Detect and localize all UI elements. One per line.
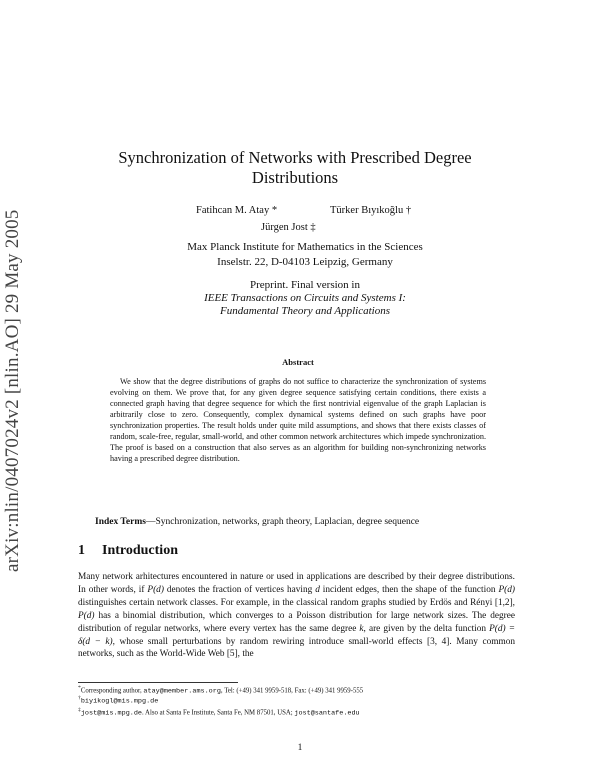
email-link[interactable]: jost@santafe.edu	[294, 709, 360, 718]
footnote-3: ‡jost@mis.mpg.de. Also at Santa Fe Institute, Santa Fe, NM 87501, USA; jost@santafe.edu	[78, 707, 360, 718]
footnote-1: *Corresponding author, atay@member.ams.org, Tel: (+49) 341 9959-518, Fax: (+49) 341 9959-555	[78, 685, 364, 696]
email-link[interactable]: atay@member.ams.org	[143, 687, 221, 696]
email-link[interactable]: biyikogl@mis.mpg.de	[80, 697, 159, 706]
abstract-text: We show that the degree distributions of graphs do not suffice to characterize the synchronization of systems evolving on them. We prove that, for any given degree sequence satisfying certain conditions, there exists a connected graph having that degree sequence for which the first nontrivial eigenvalue of the graph Laplacian is arbitrarily close to zero. Consequently, complex dynamical systems defined on such graphs have poor synchronization properties. The result holds under quite mild assumptions, and shows that there exists classes of random, scale-free, regular, small-world, and other common network architectures which impede synchronization. The proof is based on a construction that also serves as an algorithm for building non-synchronizing networks having a prescribed degree distribution.	[110, 377, 486, 463]
preprint-line: Preprint. Final version in	[250, 279, 360, 291]
author-biyikoglu: Türker Bıyıkoğlu †	[330, 205, 412, 216]
email-link[interactable]: jost@mis.mpg.de	[80, 709, 143, 718]
abstract-heading: Abstract	[282, 357, 314, 367]
journal-name: IEEE Transactions on Circuits and Systems I:	[204, 292, 406, 304]
section-heading	[78, 543, 178, 559]
index-terms-text: —Synchronization, networks, graph theory, Laplacian, degree sequence	[145, 517, 420, 527]
journal-subtitle: Fundamental Theory and Applications	[220, 305, 390, 317]
page-number: 1	[297, 743, 303, 753]
math: k	[359, 623, 364, 634]
footnote-2: †biyikogl@mis.mpg.de	[78, 695, 159, 706]
math: d	[315, 584, 320, 595]
math: P(d)	[78, 610, 95, 621]
math: P(d)	[498, 584, 516, 595]
paper-title: Synchronization of Networks with Prescribed Degree Distributions	[118, 148, 472, 187]
arxiv-identifier: arXiv:nlin/0407024v2 [nlin.AO] 29 May 2005	[2, 209, 23, 572]
author-atay: Fatihcan M. Atay *	[196, 205, 278, 216]
index-terms-label: Index Terms	[95, 517, 146, 527]
institution-address: Inselstr. 22, D-04103 Leipzig, Germany	[217, 256, 393, 268]
math: P(d) = δ(d − k)	[78, 623, 515, 647]
institution-name: Max Planck Institute for Mathematics in the Sciences	[187, 241, 423, 253]
section-number: 1	[78, 543, 85, 558]
intro-paragraph: Many network arhitectures encountered in nature or used in applications are described by their degree distributions. In other words, if P(d) denotes the fraction of vertices having d incident edges, then the shape of the function P(d) distinguishes certain network classes. For example, in the classical random graphs studied by Erdös and Rényi [1,2], P(d) has a binomial distribution, which converges to a Poisson distribution for large network sizes. The degree distribution of regular networks, where every vertex has the same degree k, are given by the delta function P(d) = δ(d − k), whose small perturbations by random rewiring introduce small-world effects [3, 4]. Many common networks, such as the World-Wide Web [5], the	[78, 572, 516, 660]
math: P(d)	[147, 584, 164, 595]
section-title: Introduction	[102, 543, 178, 558]
preprint-note	[150, 279, 460, 318]
index-terms	[95, 517, 515, 527]
footnote-rule	[78, 682, 238, 683]
institution	[150, 240, 460, 270]
author-jost: Jürgen Jost ‡	[261, 222, 316, 233]
